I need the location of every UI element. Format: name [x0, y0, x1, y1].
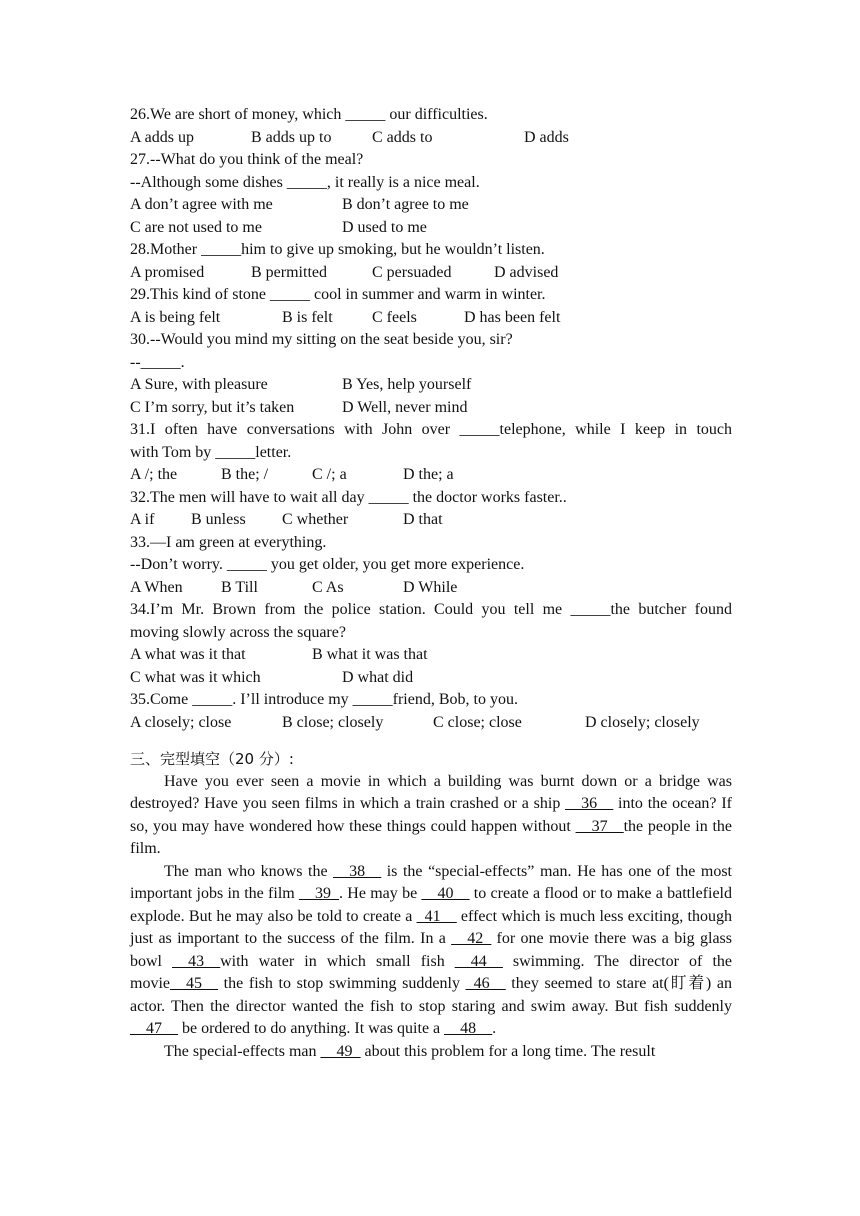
option-c: C I’m sorry, but it’s taken — [130, 398, 295, 416]
option-b: B permitted — [251, 263, 327, 281]
blank-42: __42_ — [451, 930, 492, 947]
question-27-line2: --Although some dishes _____, it really is a nice meal. — [130, 173, 480, 191]
options-33 — [130, 577, 732, 600]
passage-text: . — [492, 1020, 497, 1037]
options-26 — [130, 127, 732, 150]
question-31-line2: with Tom by _____letter. — [130, 443, 292, 461]
passage-text: Have you ever seen a movie in which a building was burnt down or a bridge was destroyed? Have you seen films in which a train crashed or a ship — [130, 772, 732, 812]
blank-37: __37__ — [575, 817, 624, 835]
option-d: D that — [403, 511, 443, 528]
options-29 — [130, 307, 732, 330]
options-34-ab — [130, 644, 732, 667]
blank-49: __49_ — [320, 1042, 361, 1060]
blank-45: __45__ — [170, 975, 218, 992]
option-d: D has been felt — [464, 308, 561, 326]
option-a: A /; the — [130, 466, 178, 483]
question-28: 28.Mother _____him to give up smoking, but he wouldn’t listen. — [130, 241, 545, 258]
blank-39: __39_ — [299, 885, 339, 902]
option-a: A adds up — [130, 128, 194, 146]
option-c: C persuaded — [372, 263, 452, 281]
blank-36: __36__ — [565, 795, 614, 812]
option-a: A if — [130, 511, 155, 528]
passage-text: into the ocean? If so, you may have wondered how these things could happen without — [130, 795, 733, 835]
question-33: 33.—I am green at everything. — [130, 533, 327, 551]
passage-text: to create a flood or to make a battlefield explode. But he may also be told to create a — [130, 885, 732, 925]
option-c: C what was it which — [130, 668, 261, 686]
option-c: C whether — [282, 511, 349, 528]
option-b: B Yes, help yourself — [342, 376, 472, 393]
option-a: A what was it that — [130, 646, 246, 663]
blank-47: __47__ — [130, 1020, 178, 1037]
option-a: A don’t agree with me — [130, 196, 273, 213]
option-c: C close; close — [433, 713, 522, 731]
passage-text: is the “special-effects” man. He has one of the most important jobs in the film — [130, 862, 732, 902]
options-28 — [130, 262, 732, 285]
question-27: 27.--What do you think of the meal? — [130, 151, 364, 168]
option-a: A is being felt — [130, 308, 221, 326]
cloze-passage — [130, 771, 732, 1064]
blank-38: __38__ — [333, 862, 382, 880]
passage-paragraph-2 — [130, 861, 732, 1041]
options-30-ab — [130, 374, 732, 397]
option-d: D what did — [342, 668, 414, 686]
option-d: D the; a — [403, 466, 454, 483]
option-d: D Well, never mind — [342, 398, 468, 416]
option-d: D While — [403, 578, 458, 596]
question-30-line2: --_____. — [130, 353, 185, 371]
options-34-cd — [130, 667, 732, 690]
blank-44: __44__ — [454, 952, 503, 970]
question-32: 32.The men will have to wait all day _____ the doctor works faster.. — [130, 488, 567, 506]
passage-text: . He may be — [339, 885, 422, 902]
question-29: 29.This kind of stone _____ cool in summer and warm in winter. — [130, 286, 546, 303]
option-a: A promised — [130, 263, 205, 281]
question-30: 30.--Would you mind my sitting on the seat beside you, sir? — [130, 331, 513, 348]
option-b: B adds up to — [251, 128, 332, 146]
options-31 — [130, 464, 732, 487]
option-c: C are not used to me — [130, 218, 262, 236]
question-31: 31.I often have conversations with John over _____telephone, while I keep in touch — [130, 421, 732, 438]
options-32 — [130, 509, 732, 532]
options-30-cd — [130, 397, 732, 420]
option-c: C adds to — [372, 128, 433, 146]
option-b: B the; / — [221, 466, 269, 483]
option-a: A When — [130, 578, 183, 596]
option-b: B unless — [191, 511, 246, 528]
options-35 — [130, 712, 732, 735]
passage-text: with water in which small fish — [220, 952, 455, 970]
passage-text: the fish to stop swimming suddenly — [218, 975, 466, 992]
option-d: D closely; closely — [585, 713, 700, 731]
option-c: C /; a — [312, 466, 347, 483]
option-a: A Sure, with pleasure — [130, 376, 268, 393]
option-b: B Till — [221, 578, 258, 596]
option-a: A closely; close — [130, 713, 232, 731]
option-d: D adds — [524, 128, 569, 146]
blank-41: _41__ — [416, 907, 457, 925]
options-27-ab — [130, 194, 732, 217]
option-b: B close; closely — [282, 713, 384, 731]
passage-text: effect which is much less exciting, though just as important to the success of the film. In a — [130, 907, 733, 947]
question-26: 26.We are short of money, which _____ our difficulties. — [130, 106, 488, 123]
passage-text: The special-effects man — [164, 1042, 321, 1060]
blank-43: __43__ — [172, 952, 221, 970]
option-d: D advised — [494, 263, 559, 281]
option-b: B is felt — [282, 308, 333, 326]
option-c: C As — [312, 578, 344, 596]
question-35: 35.Come _____. I’ll introduce my _____friend, Bob, to you. — [130, 691, 518, 708]
options-27-cd — [130, 217, 732, 240]
passage-text: the people in the film. — [130, 817, 733, 857]
passage-text: The man who knows the — [164, 862, 334, 880]
blank-48: __48__ — [444, 1020, 493, 1037]
passage-text: be ordered to do anything. It was quite a — [178, 1020, 445, 1037]
option-c: C feels — [372, 308, 417, 326]
passage-text: for one movie there was a big glass bowl — [130, 930, 732, 970]
option-b: B what it was that — [312, 646, 428, 663]
section-heading: 三、完型填空（20 分）: — [130, 750, 294, 768]
question-34: 34.I’m Mr. Brown from the police station. Could you tell me _____the butcher found — [130, 601, 732, 618]
question-33-line2: --Don’t worry. _____ you get older, you get more experience. — [130, 556, 525, 573]
passage-paragraph-1 — [130, 771, 732, 861]
exam-page — [130, 104, 732, 1063]
option-b: B don’t agree to me — [342, 196, 469, 213]
blank-46: _46__ — [465, 975, 506, 992]
passage-text: they seemed to stare at(盯着) an actor. Then the director wanted the fish to stop staring and swim away. But fish suddenly — [130, 975, 733, 1015]
blank-40: __40__ — [421, 885, 470, 902]
passage-paragraph-3 — [130, 1041, 732, 1064]
passage-text: about this problem for a long time. The result — [360, 1042, 656, 1060]
option-d: D used to me — [342, 218, 427, 236]
question-34-line2: moving slowly across the square? — [130, 623, 346, 641]
passage-text: swimming. The director of the movie — [130, 952, 732, 992]
